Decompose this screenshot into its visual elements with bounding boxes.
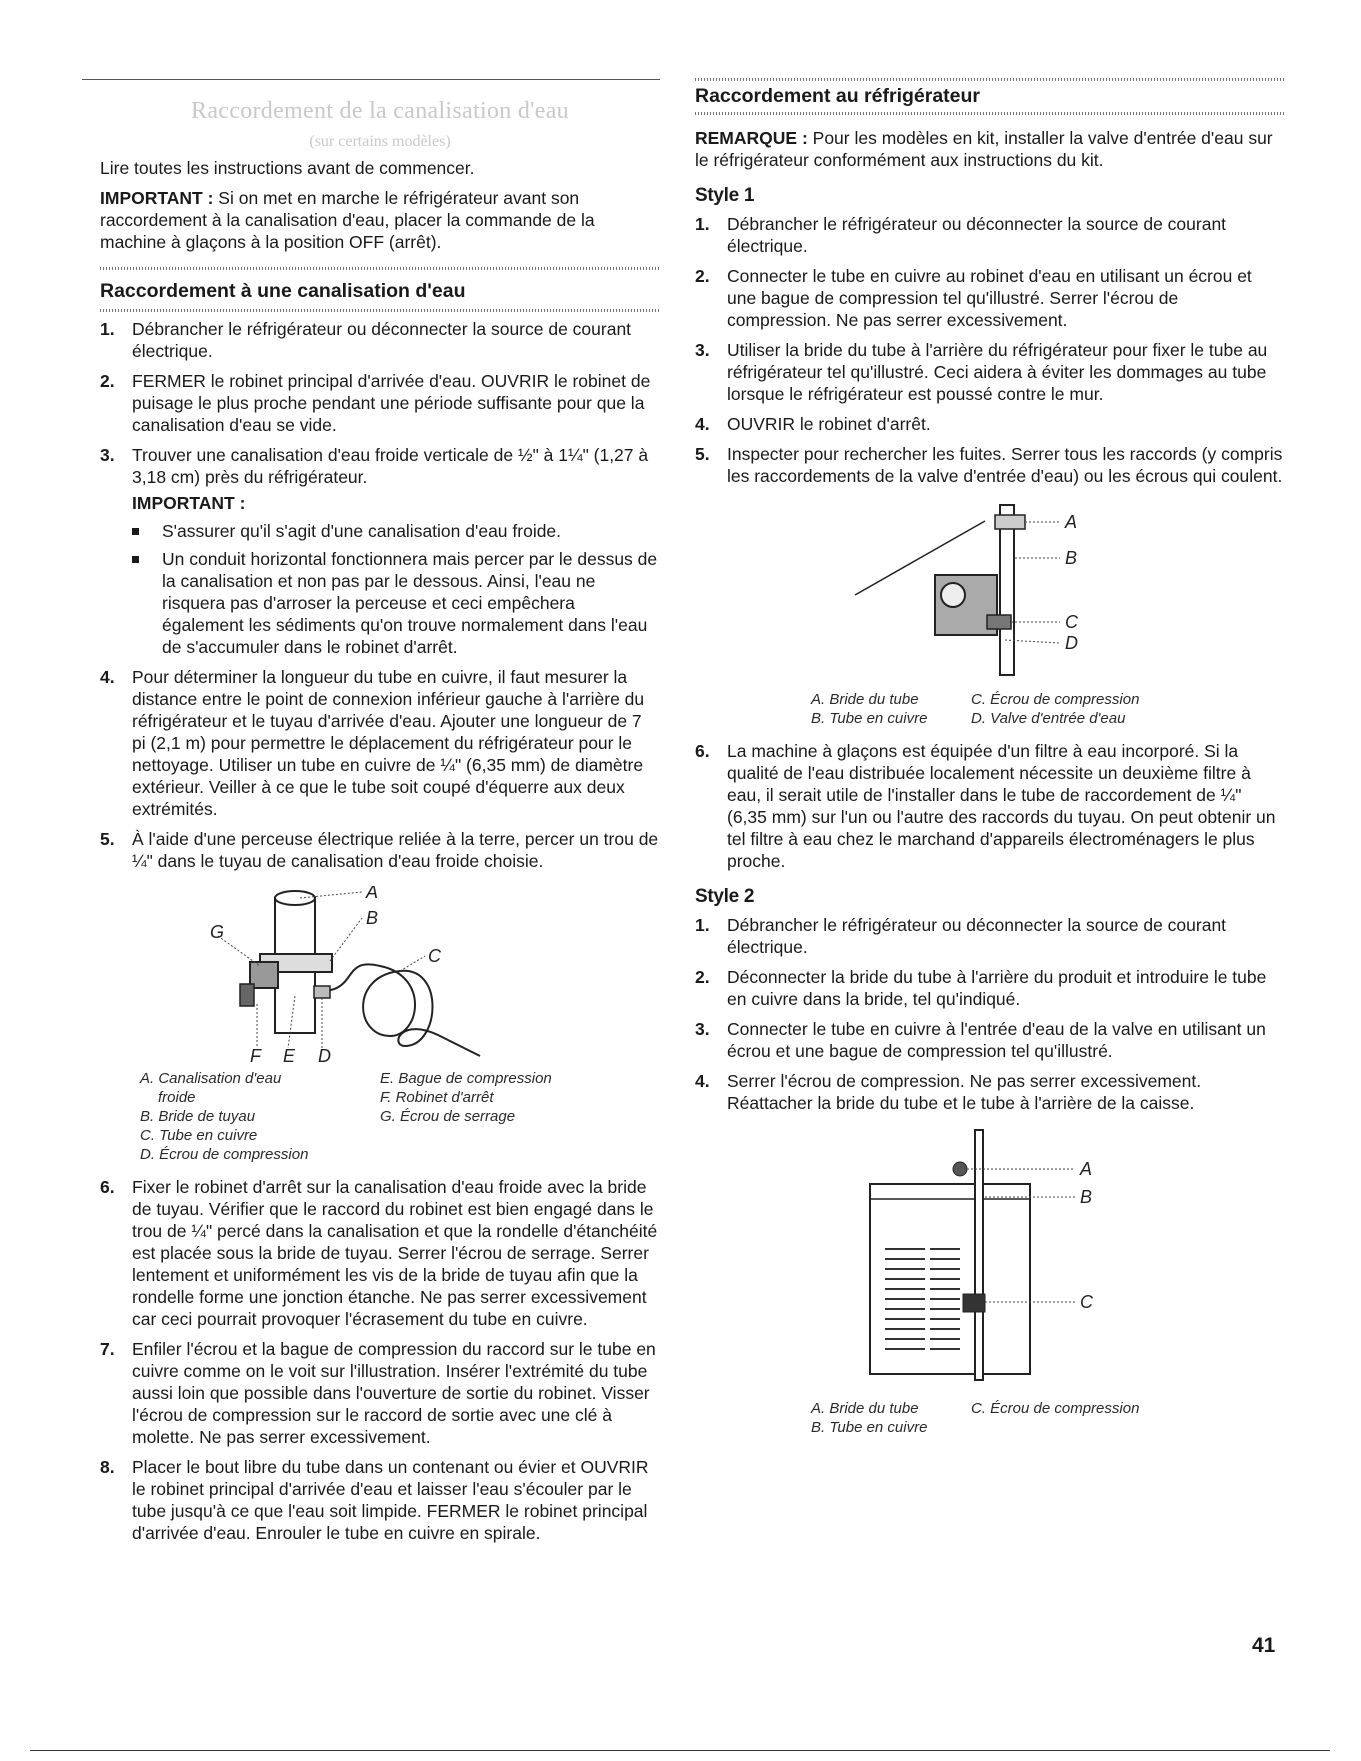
list-item <box>695 1070 1285 1114</box>
tube-clamp-shape <box>995 515 1025 529</box>
section-divider <box>100 267 660 270</box>
figure3-caption <box>695 1399 1191 1437</box>
step-number: 3. <box>100 445 115 465</box>
step-text: Connecter le tube en cuivre au robinet d'eau en utilisant un écrou et une bague de compression tel qu'illustré. Serrer l'écrou de compression. Ne pas serrer excessivement. <box>727 266 1252 330</box>
water-valve-illustration <box>695 495 1285 685</box>
step-text: Utiliser la bride du tube à l'arrière du réfrigérateur pour fixer le tube au réfrigérateur tel qu'illustré. Ceci aidera à éviter les dommages au tube lorsque le réfrigérateur est poussé contre le mur. <box>727 340 1268 404</box>
bullet-list <box>132 520 660 658</box>
caption-line: B. Tube en cuivre <box>811 710 928 727</box>
important-text: Si on met en marche le réfrigérateur avant son raccordement à la canalisation d'eau, placer la commande de la machine à glaçons à la position OFF (arrêt). <box>100 188 595 252</box>
list-item <box>100 444 660 658</box>
page-subtitle: (sur certains modèles) <box>309 133 451 150</box>
caption-line: D. Écrou de compression <box>140 1146 309 1163</box>
style1-title: Style 1 <box>695 185 755 206</box>
pipe-top <box>275 891 315 905</box>
section-divider <box>695 78 1285 81</box>
caption-right <box>971 1399 1191 1437</box>
remark-note <box>695 127 1285 171</box>
step-text: Serrer l'écrou de compression. Ne pas serrer excessivement. Réattacher la bride du tube et le tube à l'arrière de la caisse. <box>727 1071 1202 1113</box>
figure1-caption <box>100 1069 610 1164</box>
figure-label-c: C <box>1080 1292 1093 1312</box>
caption-left <box>140 1069 370 1164</box>
caption-line: C. Tube en cuivre <box>140 1127 258 1144</box>
figure-label-a: A <box>1065 512 1078 532</box>
step-text: Connecter le tube en cuivre à l'entrée d'eau de la valve en utilisant un écrou et une bague de compression tel qu'illustré. <box>727 1019 1266 1061</box>
step-number: 4. <box>695 1071 710 1091</box>
caption-line: F. Robinet d'arrêt <box>380 1089 494 1106</box>
shutoff-valve-illustration <box>100 886 660 1064</box>
figure-label-c: C <box>1065 612 1078 632</box>
step-text: La machine à glaçons est équipée d'un filtre à eau incorporé. Si la qualité de l'eau distribuée localement nécessite un deuxième filtre à eau, il serait utile de l'installer dans le tube de raccordement de ¼" (6,35 mm) sur l'un ou l'autre des raccords du tuyau. On peut obtenir un tel filtre à eau chez le marchand d'appareils électroménagers le plus proche. <box>727 741 1276 871</box>
caption-right <box>380 1069 610 1164</box>
step3-important-label: IMPORTANT : <box>132 493 246 513</box>
remark-text: Pour les modèles en kit, installer la valve d'entrée d'eau sur le réfrigérateur conformément aux instructions du kit. <box>695 128 1273 170</box>
step-text: Déconnecter la bride du tube à l'arrière du produit et introduire le tube en cuivre dans la bride, tel qu'indiqué. <box>727 967 1267 1009</box>
style2-title: Style 2 <box>695 886 755 907</box>
step-number: 2. <box>100 371 115 391</box>
leader-line <box>400 956 425 971</box>
remark-label: REMARQUE : <box>695 128 808 148</box>
list-item <box>695 413 1285 435</box>
style1-steps-continued <box>695 740 1285 872</box>
step-number: 1. <box>695 915 710 935</box>
figure-label-g: G <box>210 922 225 942</box>
step-text: Placer le bout libre du tube dans un contenant ou évier et OUVRIR le robinet principal d'arrivée d'eau et laisser l'eau s'écouler par le tube jusqu'à ce que l'eau soit limpide. FERMER le robinet principal d'arrivée d'eau. Enrouler le tube en cuivre en spirale. <box>132 1457 649 1543</box>
step-text: Débrancher le réfrigérateur ou déconnecter la source de courant électrique. <box>727 915 1227 957</box>
figure-label-d: D <box>1065 633 1078 653</box>
caption-line: G. Écrou de serrage <box>380 1108 516 1125</box>
section-title-refrigerateur: Raccordement au réfrigérateur <box>695 85 981 107</box>
figure-label-c: C <box>428 946 441 966</box>
valve-coil <box>941 583 965 607</box>
valve-handle <box>240 984 254 1006</box>
figure2-caption <box>695 690 1191 728</box>
step-number: 3. <box>695 1019 710 1039</box>
list-item <box>100 1176 660 1330</box>
caption-line: A. Bride du tube <box>811 1400 919 1417</box>
figure-label-a: A <box>1080 1159 1093 1179</box>
step-number: 6. <box>695 741 710 761</box>
step-text: Fixer le robinet d'arrêt sur la canalisation d'eau froide avec la bride de tuyau. Vérifier que le raccord du robinet est bien engagé dans le trou de ¼" percé dans la canalisation et que la rondelle d'étanchéité est placée sous la bride de tuyau. Serrer l'écrou de serrage. Serrer lentement et uniformément les vis de la bride de tuyau afin que la rondelle forme une jonction étanche. Ne pas serrer excessivement car ceci pourrait provoquer l'écrasement du tube en cuivre. <box>132 1177 658 1329</box>
figure-label-d: D <box>318 1046 331 1064</box>
step-text: À l'aide d'une perceuse électrique reliée à la terre, percer un trou de ¼" dans le tuyau de canalisation d'eau froide choisie. <box>132 829 659 871</box>
step-text: FERMER le robinet principal d'arrivée d'eau. OUVRIR le robinet de puisage le plus proche pendant une période suffisante pour que la canalisation d'eau se vide. <box>132 371 651 435</box>
important-note <box>100 187 660 253</box>
list-item <box>695 339 1285 405</box>
list-item <box>100 666 660 820</box>
section-title-canalisation: Raccordement à une canalisation d'eau <box>100 280 466 302</box>
bullet-item: S'assurer qu'il s'agit d'une canalisation d'eau froide. <box>132 520 660 542</box>
step-number: 6. <box>100 1177 115 1197</box>
step-number: 4. <box>100 667 115 687</box>
caption-line: E. Bague de compression <box>380 1070 552 1087</box>
figure-label-b: B <box>366 908 379 928</box>
cabinet-rail <box>1000 505 1014 675</box>
list-item <box>695 443 1285 487</box>
page-title: Raccordement de la canalisation d'eau <box>191 98 569 124</box>
cabinet-back-illustration <box>695 1124 1285 1394</box>
caption-line: B. Bride de tuyau <box>140 1108 256 1125</box>
figure-label-a: A <box>366 886 379 902</box>
step-number: 5. <box>100 829 115 849</box>
step-text: Débrancher le réfrigérateur ou déconnecter la source de courant électrique. <box>727 214 1227 256</box>
figure-label-e: E <box>283 1046 296 1064</box>
step-text: Débrancher le réfrigérateur ou déconnecter la source de courant électrique. <box>132 319 632 361</box>
leader-line <box>330 918 362 961</box>
step-number: 8. <box>100 1457 115 1477</box>
figure-cabinet-back <box>695 1124 1285 1437</box>
list-item <box>100 318 660 362</box>
copper-tube-coil <box>315 964 480 1056</box>
list-item <box>695 213 1285 257</box>
step-number: 1. <box>100 319 115 339</box>
step-number: 2. <box>695 266 710 286</box>
step-text: Pour déterminer la longueur du tube en cuivre, il faut mesurer la distance entre le point de connexion inférieur gauche à l'arrière du réfrigérateur et le tuyau d'arrivée d'eau. Ajouter une longueur de 7 pi (2,1 m) pour permettre le déplacement du réfrigérateur pour le nettoyage. Utiliser un tube en cuivre de ¼" (6,35 mm) de diamètre extérieur. Veiller à ce que le tube soit coupé d'équerre aux deux extrémités. <box>132 667 645 819</box>
right-column <box>695 78 1285 1437</box>
bullet-item: Un conduit horizontal fonctionnera mais percer par le dessus de la canalisation et non pas par le dessous. Ainsi, l'eau ne risquera pas d'arroser la perceuse et ceci empêchera également les sédiments qu'on trouve normalement dans l'eau de s'accumuler dans le robinet d'arrêt. <box>132 548 660 658</box>
caption-line: B. Tube en cuivre <box>811 1419 928 1436</box>
steps-list <box>100 1176 660 1544</box>
step-text: Enfiler l'écrou et la bague de compression du raccord sur le tube en cuivre comme on le voit sur l'illustration. Insérer l'extrémité du tube aussi loin que possible dans l'ouverture de sortie du robinet. Visser l'écrou de compression sur le raccord de sortie avec une clé à molette. Ne pas serrer excessivement. <box>132 1339 656 1447</box>
tube-clamp-shape <box>953 1162 967 1176</box>
caption-left <box>811 1399 961 1437</box>
caption-right <box>971 690 1191 728</box>
compression-nut-shape <box>314 986 330 998</box>
step-text: Inspecter pour rechercher les fuites. Serrer tous les raccords (y compris les raccordements de la valve d'entrée d'eau) ou les écrous qui coulent. <box>727 444 1283 486</box>
caption-line: A. Bride du tube <box>811 691 919 708</box>
caption-line: C. Écrou de compression <box>971 691 1140 708</box>
figure-water-valve <box>695 495 1285 728</box>
step-number: 3. <box>695 340 710 360</box>
important-label: IMPORTANT : <box>100 188 214 208</box>
copper-tube-shape <box>975 1130 983 1380</box>
list-item <box>695 740 1285 872</box>
list-item <box>695 914 1285 958</box>
steps-list <box>100 318 660 872</box>
list-item <box>695 966 1285 1010</box>
figure-shutoff-valve <box>100 886 660 1164</box>
list-item <box>695 1018 1285 1062</box>
caption-line: froide <box>158 1089 196 1106</box>
section-divider <box>100 309 660 312</box>
intro-text: Lire toutes les instructions avant de commencer. <box>100 158 475 178</box>
step-number: 5. <box>695 444 710 464</box>
figure-label-b: B <box>1065 548 1078 568</box>
compression-nut-shape <box>987 615 1011 629</box>
step-number: 7. <box>100 1339 115 1359</box>
step-number: 1. <box>695 214 710 234</box>
caption-line: A. Canalisation d'eau <box>140 1070 282 1087</box>
list-item <box>100 1456 660 1544</box>
list-item <box>100 370 660 436</box>
list-item <box>100 1338 660 1448</box>
figure-label-f: F <box>250 1046 261 1064</box>
compression-nut-shape <box>963 1294 985 1312</box>
left-column <box>100 78 660 1552</box>
caption-line: D. Valve d'entrée d'eau <box>971 710 1126 727</box>
caption-left <box>811 690 961 728</box>
step-number: 4. <box>695 414 710 434</box>
style1-steps <box>695 213 1285 487</box>
step-text: OUVRIR le robinet d'arrêt. <box>727 414 931 434</box>
bottom-rule <box>30 1750 1330 1751</box>
step-text: Trouver une canalisation d'eau froide verticale de ½" à 1¼" (1,27 à 3,18 cm) près du réfrigérateur. <box>132 445 649 487</box>
list-item <box>695 265 1285 331</box>
figure-label-b: B <box>1080 1187 1093 1207</box>
list-item <box>100 828 660 872</box>
page-number: 41 <box>1252 1634 1276 1657</box>
section-divider <box>695 112 1285 115</box>
step-number: 2. <box>695 967 710 987</box>
caption-line: C. Écrou de compression <box>971 1400 1140 1417</box>
style2-steps <box>695 914 1285 1114</box>
